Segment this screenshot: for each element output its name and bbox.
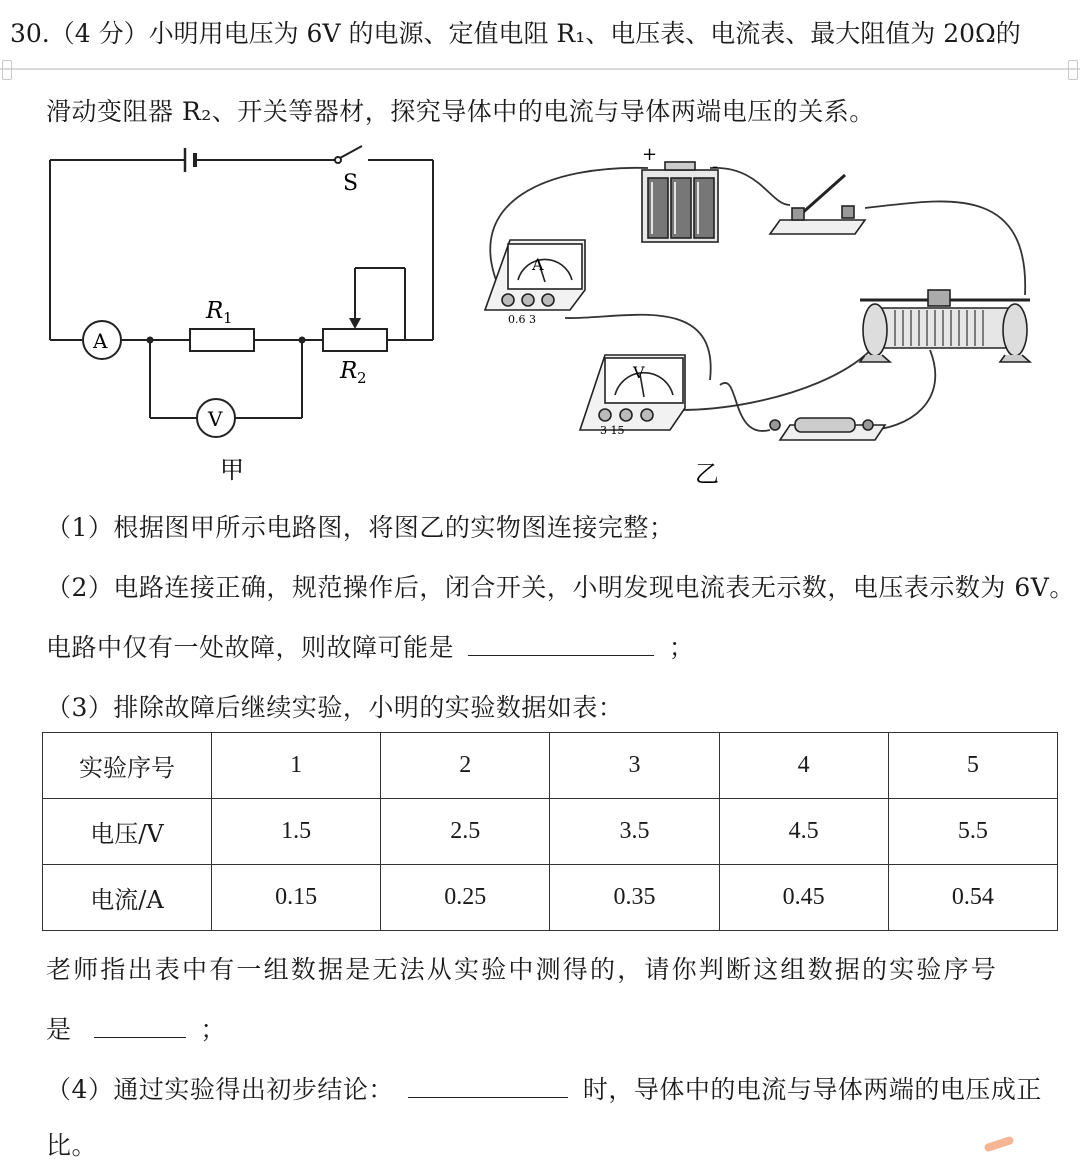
r2-subscript: 2 bbox=[357, 369, 367, 387]
answer-blank-fault[interactable] bbox=[468, 635, 654, 656]
ammeter-device-label: A bbox=[532, 255, 544, 274]
part-2-prefix: 电路中仅有一处故障，则故障可能是 bbox=[46, 633, 455, 662]
part-3-after-prefix: 是 bbox=[46, 1015, 72, 1044]
table-row-current bbox=[43, 865, 1058, 931]
part-1: （1）根据图甲所示电路图，将图乙的实物图连接完整； bbox=[46, 513, 675, 542]
trial-number: 3 bbox=[550, 733, 719, 799]
r1-subscript: 1 bbox=[223, 309, 233, 327]
trial-header: 实验序号 bbox=[43, 733, 212, 799]
part-2-line1: （2）电路连接正确，规范操作后，闭合开关，小明发现电流表无示数，电压表示数为 6V。 bbox=[46, 573, 1075, 602]
voltage-value: 5.5 bbox=[888, 799, 1057, 865]
resistor-r2 bbox=[323, 329, 387, 351]
trial-number: 4 bbox=[719, 733, 888, 799]
voltage-value: 2.5 bbox=[381, 799, 550, 865]
part-4-suffix: 时，导体中的电流与导体两端的电压成正 bbox=[582, 1075, 1042, 1104]
separator-handle-left bbox=[2, 60, 12, 80]
voltmeter-label: V bbox=[208, 407, 223, 431]
pen-mark bbox=[983, 1136, 1014, 1153]
separator-handle-right bbox=[1068, 60, 1078, 80]
current-header: 电流/A bbox=[43, 865, 212, 931]
current-value: 0.15 bbox=[212, 865, 381, 931]
ammeter-device bbox=[485, 240, 585, 310]
ammeter-label: A bbox=[93, 329, 108, 353]
r2-label: R bbox=[340, 358, 358, 384]
current-value: 0.35 bbox=[550, 865, 719, 931]
battery-minus: - bbox=[712, 156, 719, 177]
rheostat-device bbox=[860, 290, 1030, 362]
part-4-line2: 比。 bbox=[46, 1131, 98, 1160]
part-3-intro: （3）排除故障后继续实验，小明的实验数据如表： bbox=[46, 693, 624, 722]
answer-blank-trial[interactable] bbox=[94, 1017, 186, 1038]
answer-blank-condition[interactable] bbox=[408, 1077, 568, 1098]
trial-number: 1 bbox=[212, 733, 381, 799]
junction-right bbox=[299, 337, 306, 344]
page-separator bbox=[0, 68, 1080, 70]
question-header: 30.（4 分）小明用电压为 6V 的电源、定值电阻 R₁、电压表、电流表、最大阻值为 20Ω的 bbox=[10, 19, 1021, 48]
r1-label: R bbox=[206, 298, 224, 324]
current-value: 0.54 bbox=[888, 865, 1057, 931]
part-3-after-line1: 老师指出表中有一组数据是无法从实验中测得的，请你判断这组数据的实验序号 bbox=[46, 955, 999, 984]
junction-left bbox=[147, 337, 154, 344]
voltage-value: 3.5 bbox=[550, 799, 719, 865]
resistor-r1 bbox=[190, 329, 254, 351]
part-4-prefix: （4）通过实验得出初步结论： bbox=[46, 1075, 394, 1104]
part-2-suffix: ； bbox=[668, 633, 695, 662]
table-row-trial bbox=[43, 733, 1058, 799]
battery-pack bbox=[642, 162, 718, 242]
question-intro: 滑动变阻器 R₂、开关等器材，探究导体中的电流与导体两端电压的关系。 bbox=[46, 97, 875, 126]
part-4-line1 bbox=[46, 1070, 1042, 1106]
wire-switch-rheostat bbox=[865, 201, 1025, 295]
wire-rheostat-voltmeter bbox=[680, 310, 890, 410]
current-value: 0.25 bbox=[381, 865, 550, 931]
battery-plus: + bbox=[642, 144, 658, 165]
voltage-value: 1.5 bbox=[212, 799, 381, 865]
voltage-value: 4.5 bbox=[719, 799, 888, 865]
trial-number: 5 bbox=[888, 733, 1057, 799]
figure-a-caption: 甲 bbox=[220, 456, 244, 484]
apparatus-diagram bbox=[470, 140, 1070, 490]
wire-battery-switch bbox=[710, 168, 790, 205]
voltmeter-device-label: V bbox=[633, 363, 645, 382]
table-row-voltage bbox=[43, 799, 1058, 865]
ammeter-scale: 0.6 3 bbox=[508, 313, 536, 326]
resistor-board bbox=[770, 418, 885, 440]
part-3-after-suffix: ； bbox=[200, 1015, 226, 1044]
switch-label: S bbox=[343, 171, 359, 196]
slider-arrow bbox=[349, 318, 361, 329]
data-table bbox=[42, 732, 1058, 931]
current-value: 0.45 bbox=[719, 865, 888, 931]
part-2-line2 bbox=[46, 628, 694, 664]
switch-lever bbox=[340, 146, 362, 158]
part-3-after-line2 bbox=[46, 1010, 226, 1046]
figure-b-caption: 乙 bbox=[695, 460, 719, 488]
trial-number: 2 bbox=[381, 733, 550, 799]
voltage-header: 电压/V bbox=[43, 799, 212, 865]
circuit-diagram bbox=[40, 140, 460, 490]
voltmeter-scale: 3 15 bbox=[600, 424, 625, 437]
